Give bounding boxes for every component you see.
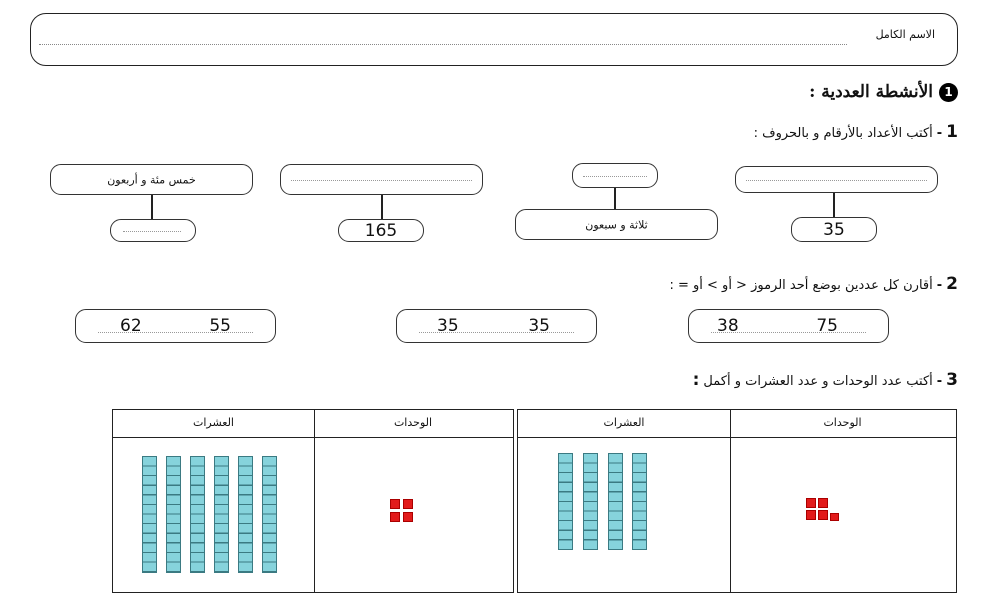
place-value-table-1 bbox=[517, 409, 957, 593]
q1-item-4-words bbox=[50, 164, 253, 195]
unit-cube bbox=[806, 510, 816, 520]
unit-cube bbox=[403, 512, 413, 522]
column-divider bbox=[730, 410, 731, 592]
units-header: الوحدات bbox=[393, 416, 433, 429]
connector-line bbox=[381, 195, 383, 219]
q1-item-1-words[interactable] bbox=[735, 166, 938, 193]
question-2-text: أقارن كل عددين بوضع أحد الرموز < أو > أو = : bbox=[669, 278, 933, 293]
question-1-dash: - bbox=[936, 126, 943, 141]
ten-rod bbox=[583, 453, 598, 550]
ten-rod bbox=[608, 453, 623, 550]
column-divider bbox=[314, 410, 315, 592]
ten-rod bbox=[632, 453, 647, 550]
question-3-colon: : bbox=[692, 370, 700, 390]
section-title-text: الأنشطة العددية : bbox=[809, 82, 933, 102]
unit-cube bbox=[403, 499, 413, 509]
q1-item-1-number bbox=[791, 217, 877, 242]
comparison-1-right: 75 bbox=[816, 316, 838, 336]
comparison-box-1[interactable] bbox=[688, 309, 889, 343]
comparison-box-2[interactable] bbox=[396, 309, 597, 343]
ten-rod bbox=[262, 456, 277, 573]
unit-cube bbox=[818, 498, 828, 508]
answer-dots bbox=[583, 176, 647, 177]
question-2-number: 2 bbox=[946, 274, 958, 294]
answer-dots bbox=[746, 180, 927, 181]
q1-item-2-number[interactable] bbox=[572, 163, 658, 188]
name-box bbox=[30, 13, 958, 66]
question-1-number: 1 bbox=[946, 122, 958, 142]
unit-cube bbox=[806, 498, 816, 508]
section-title bbox=[809, 82, 958, 102]
q1-item-2-value: ثلاثة و سبعون bbox=[585, 218, 648, 231]
name-field[interactable] bbox=[39, 44, 847, 45]
ten-rod bbox=[190, 456, 205, 573]
ten-rod bbox=[166, 456, 181, 573]
question-1-text: أكتب الأعداد بالأرقام و بالحروف : bbox=[753, 126, 933, 141]
connector-line bbox=[614, 188, 616, 209]
comparison-1-left: 38 bbox=[717, 316, 739, 336]
q1-item-4-number[interactable] bbox=[110, 219, 196, 242]
question-3-text: أكتب عدد الوحدات و عدد العشرات و أكمل bbox=[703, 374, 933, 389]
question-2-dash: - bbox=[936, 278, 943, 293]
connector-line bbox=[151, 195, 153, 219]
question-3 bbox=[693, 370, 958, 390]
question-3-dash: - bbox=[936, 374, 943, 389]
q1-item-3-number bbox=[338, 219, 424, 242]
answer-dots bbox=[123, 231, 181, 232]
question-2 bbox=[669, 274, 958, 294]
comparison-3-left: 62 bbox=[120, 316, 142, 336]
unit-cube bbox=[390, 499, 400, 509]
comparison-2-right: 35 bbox=[528, 316, 550, 336]
q1-item-3-value: 165 bbox=[364, 220, 398, 241]
q1-item-2-words bbox=[515, 209, 718, 240]
comparison-box-3[interactable] bbox=[75, 309, 276, 343]
unit-cube bbox=[818, 510, 828, 520]
tens-header: العشرات bbox=[603, 416, 645, 429]
ten-rod bbox=[558, 453, 573, 550]
answer-dots bbox=[291, 180, 472, 181]
tens-header: العشرات bbox=[192, 416, 234, 429]
q1-item-1-value: 35 bbox=[823, 219, 845, 240]
ten-rod bbox=[214, 456, 229, 573]
place-value-table-2 bbox=[112, 409, 514, 593]
units-header: الوحدات bbox=[823, 416, 862, 429]
section-number: 1 bbox=[939, 83, 958, 102]
connector-line bbox=[833, 193, 835, 217]
comparison-3-right: 55 bbox=[209, 316, 231, 336]
ten-rod bbox=[142, 456, 157, 573]
ten-rod bbox=[238, 456, 253, 573]
unit-cube bbox=[830, 513, 839, 521]
q1-item-3-words[interactable] bbox=[280, 164, 483, 195]
question-3-number: 3 bbox=[946, 370, 958, 390]
comparison-2-left: 35 bbox=[437, 316, 459, 336]
unit-cube bbox=[390, 512, 400, 522]
question-1 bbox=[754, 122, 958, 142]
name-label: الاسم الكامل bbox=[875, 28, 935, 41]
q1-item-4-value: خمس مئة و أربعون bbox=[107, 173, 196, 186]
